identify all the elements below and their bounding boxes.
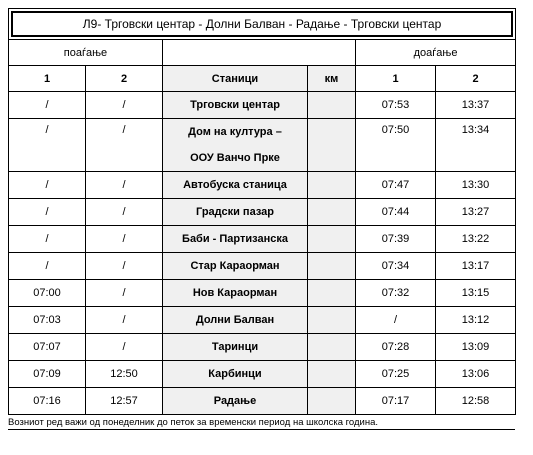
station-name: Градски пазар — [163, 199, 308, 226]
departure-time-2: / — [86, 119, 163, 172]
arrival-time-2: 13:15 — [436, 280, 516, 307]
station-name: Долни Балван — [163, 307, 308, 334]
arrival-time-1: 07:47 — [356, 172, 436, 199]
departure-time-1: 07:09 — [9, 361, 86, 388]
departure-time-1: / — [9, 253, 86, 280]
station-name: Баби - Партизанска — [163, 226, 308, 253]
arrival-time-2: 13:22 — [436, 226, 516, 253]
departure-time-1: 07:00 — [9, 280, 86, 307]
station-name: Нов Караорман — [163, 280, 308, 307]
station-name: Автобуска станица — [163, 172, 308, 199]
station-name-line-1: Дом на култура – — [188, 126, 282, 138]
stations-header: Станици — [163, 66, 308, 92]
timetable-title: Л9- Трговски центар - Долни Балван - Радање - Трговски центар — [11, 11, 513, 37]
table-row — [9, 307, 516, 334]
arrival-time-1: 07:50 — [356, 119, 436, 172]
station-km — [308, 119, 356, 172]
arrival-time-1: 07:44 — [356, 199, 436, 226]
arrival-col-1-header: 1 — [356, 66, 436, 92]
departure-time-1: / — [9, 119, 86, 172]
station-name — [163, 119, 308, 172]
departure-time-1: / — [9, 92, 86, 119]
departure-time-2: / — [86, 307, 163, 334]
arrival-time-1: 07:17 — [356, 388, 436, 415]
departure-col-2-header: 2 — [86, 66, 163, 92]
departure-time-1: 07:07 — [9, 334, 86, 361]
arrival-time-1: 07:32 — [356, 280, 436, 307]
station-km — [308, 388, 356, 415]
arrival-time-2: 13:30 — [436, 172, 516, 199]
footnote: Возниот ред важи од понеделник до петок за временски период на школска година. — [8, 416, 515, 430]
table-row — [9, 199, 516, 226]
arrival-time-2: 13:34 — [436, 119, 516, 172]
departure-time-2: / — [86, 199, 163, 226]
arrival-time-1: 07:25 — [356, 361, 436, 388]
departure-time-1: / — [9, 172, 86, 199]
station-name: Таринци — [163, 334, 308, 361]
departure-time-2: 12:57 — [86, 388, 163, 415]
table-row — [9, 172, 516, 199]
departure-time-2: / — [86, 253, 163, 280]
station-km — [308, 172, 356, 199]
departure-time-2: / — [86, 172, 163, 199]
arrival-time-2: 13:27 — [436, 199, 516, 226]
table-row — [9, 253, 516, 280]
station-km — [308, 253, 356, 280]
table-row — [9, 280, 516, 307]
arrival-time-1: / — [356, 307, 436, 334]
station-name: Стар Караорман — [163, 253, 308, 280]
arrival-time-1: 07:53 — [356, 92, 436, 119]
station-name-line-2: ООУ Ванчо Прке — [190, 152, 280, 164]
arrival-time-1: 07:28 — [356, 334, 436, 361]
departure-time-1: / — [9, 226, 86, 253]
arrival-time-2: 12:58 — [436, 388, 516, 415]
departure-time-2: / — [86, 92, 163, 119]
departure-time-2: / — [86, 334, 163, 361]
table-row — [9, 226, 516, 253]
station-km — [308, 307, 356, 334]
title-cell — [9, 9, 516, 40]
station-name: Карбинци — [163, 361, 308, 388]
station-km — [308, 199, 356, 226]
departure-time-1: / — [9, 199, 86, 226]
departure-time-2: / — [86, 280, 163, 307]
arrival-time-1: 07:39 — [356, 226, 436, 253]
station-name: Радање — [163, 388, 308, 415]
departure-time-2: 12:50 — [86, 361, 163, 388]
arrival-time-2: 13:37 — [436, 92, 516, 119]
station-km — [308, 334, 356, 361]
direction-spacer — [163, 40, 356, 66]
station-km — [308, 361, 356, 388]
departure-time-1: 07:16 — [9, 388, 86, 415]
station-km — [308, 226, 356, 253]
table-row — [9, 361, 516, 388]
station-km — [308, 92, 356, 119]
station-name: Трговски центар — [163, 92, 308, 119]
departure-header: поаѓање — [9, 40, 163, 66]
departure-time-1: 07:03 — [9, 307, 86, 334]
arrival-time-2: 13:09 — [436, 334, 516, 361]
km-header: км — [308, 66, 356, 92]
station-km — [308, 280, 356, 307]
arrival-time-2: 13:12 — [436, 307, 516, 334]
timetable — [8, 8, 516, 415]
arrival-time-1: 07:34 — [356, 253, 436, 280]
arrival-header: доаѓање — [356, 40, 516, 66]
arrival-time-2: 13:17 — [436, 253, 516, 280]
departure-time-2: / — [86, 226, 163, 253]
table-row — [9, 334, 516, 361]
table-row — [9, 92, 516, 119]
timetable-container — [8, 8, 515, 430]
departure-col-1-header: 1 — [9, 66, 86, 92]
arrival-col-2-header: 2 — [436, 66, 516, 92]
table-row — [9, 388, 516, 415]
table-row — [9, 119, 516, 172]
arrival-time-2: 13:06 — [436, 361, 516, 388]
